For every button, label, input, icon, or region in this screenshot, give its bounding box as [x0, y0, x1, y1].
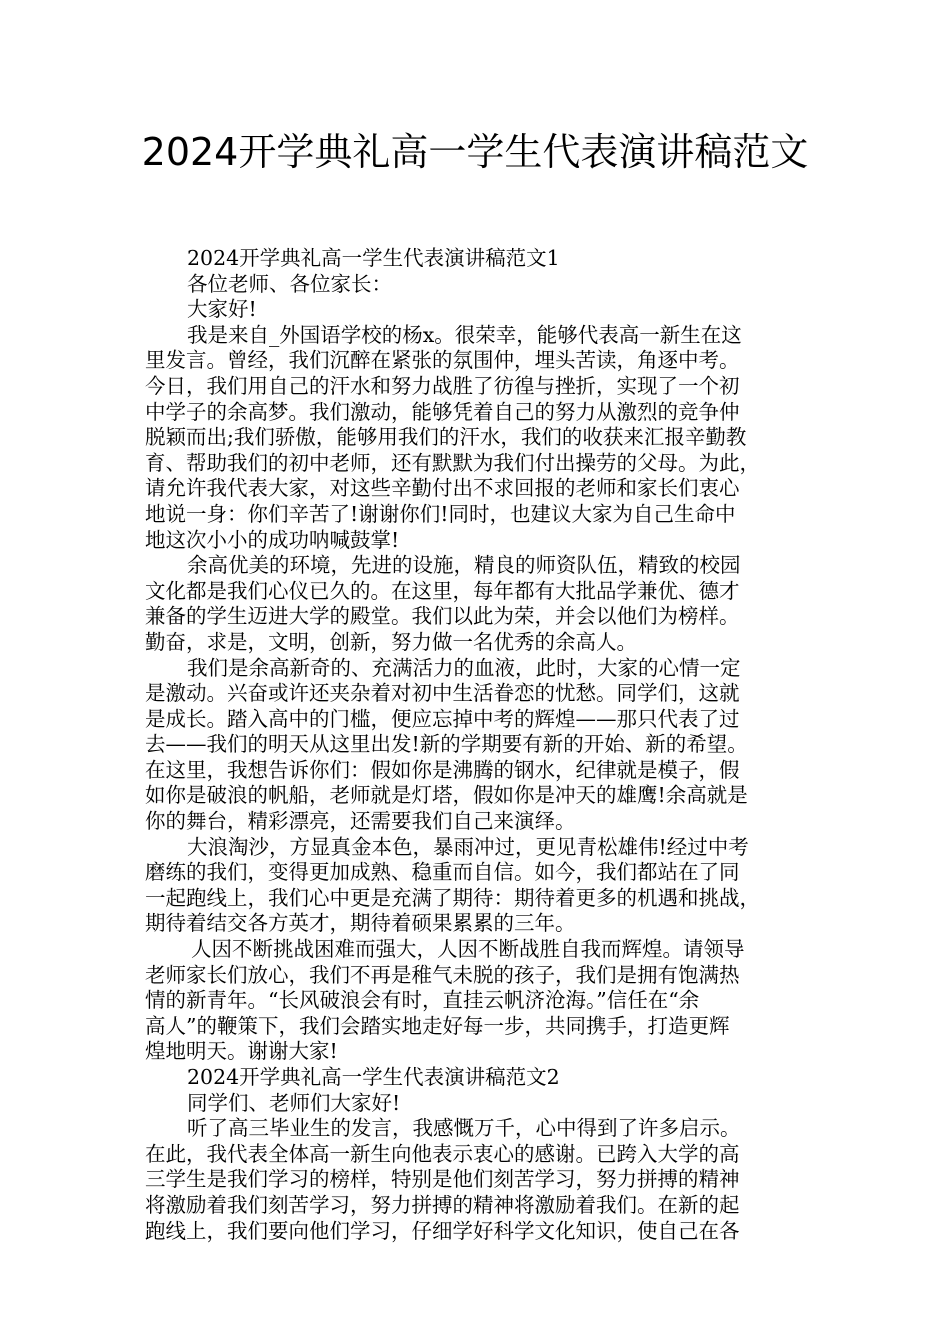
text-line: 在此，我代表全体高一新生向他表示衷心的感谢。已跨入大学的高: [145, 1141, 740, 1166]
text-line: 地说一身：你们辛苦了!谢谢你们!同时，也建议大家为自己生命中: [145, 501, 736, 526]
text-line: 是成长。踏入高中的门槛，便应忘掉中考的辉煌——那只代表了过: [145, 706, 740, 731]
text-line: 跑线上，我们要向他们学习，仔细学好科学文化知识，使自己在各: [145, 1218, 740, 1243]
text-line: 是激动。兴奋或许还夹杂着对初中生活眷恋的忧愁。同学们，这就: [145, 681, 740, 706]
text-line: 将激励着我们刻苦学习，努力拼搏的精神将激励着我们。在新的起: [145, 1192, 740, 1217]
text-line: 我是来自_外国语学校的杨x。很荣幸，能够代表高一新生在这: [187, 322, 742, 347]
text-line: 如你是破浪的帆船，老师就是灯塔，假如你是冲天的雄鹰!余高就是: [145, 783, 748, 808]
text-line: 2024开学典礼高一学生代表演讲稿范文2: [187, 1065, 560, 1089]
text-line: 去——我们的明天从这里出发!新的学期要有新的开始、新的希望。: [145, 732, 748, 757]
text-line: 文化都是我们心仪已久的。在这里，每年都有大批品学兼优、德才: [145, 578, 740, 603]
text-line: 育、帮助我们的初中老师，还有默默为我们付出操劳的父母。为此，: [145, 450, 760, 475]
text-line: 兼备的学生迈进大学的殿堂。我们以此为荣，并会以他们为榜样。: [145, 604, 740, 629]
text-line: 2024开学典礼高一学生代表演讲稿范文1: [187, 246, 560, 270]
text-line: 大浪淘沙，方显真金本色，暴雨冲过，更见青松雄伟!经过中考: [187, 834, 749, 859]
text-line: 今日，我们用自己的汗水和努力战胜了彷徨与挫折，实现了一个初: [145, 373, 740, 398]
text-line: 我们是余高新奇的、充满活力的血液，此时，大家的心情一定: [187, 655, 741, 680]
document-title: 2024开学典礼高一学生代表演讲稿范文: [141, 130, 809, 174]
text-line: 里发言。曾经，我们沉醉在紧张的氛围仲，埋头苦读，角逐中考。: [145, 348, 740, 373]
text-line: 勤奋，求是，文明，创新，努力做一名优秀的余高人。: [145, 629, 637, 654]
text-line: 一起跑线上，我们心中更是充满了期待：期待着更多的机遇和挑战，: [145, 885, 760, 910]
text-line: 三学生是我们学习的榜样，特别是他们刻苦学习，努力拼搏的精神: [145, 1167, 740, 1192]
text-line: 各位老师、各位家长：: [187, 271, 392, 296]
text-line: 你的舞台，精彩漂亮，还需要我们自己来演绎。: [145, 809, 576, 834]
text-line: 脱颖而出;我们骄傲，能够用我们的汗水，我们的收获来汇报辛勤教: [145, 425, 747, 450]
text-line: 老师家长们放心，我们不再是稚气未脱的孩子，我们是拥有饱满热: [145, 962, 740, 987]
text-line: 人因不断挑战困难而强大，人因不断战胜自我而辉煌。请领导: [191, 937, 745, 962]
text-line: 高人”的鞭策下，我们会踏实地走好每一步，共同携手，打造更辉: [145, 1013, 730, 1038]
text-line: 听了高三毕业生的发言，我感慨万千，心中得到了许多启示。: [187, 1116, 741, 1141]
text-line: 同学们、老师们大家好!: [187, 1090, 401, 1115]
text-line: 期待着结交各方英才，期待着硕果累累的三年。: [145, 911, 576, 936]
text-line: 余高优美的环境，先进的设施，精良的师资队伍，精致的校园: [187, 553, 741, 578]
text-line: 大家好!: [187, 297, 257, 322]
document-body: [145, 246, 817, 1244]
text-line: 磨练的我们，变得更加成熟、稳重而自信。如今，我们都站在了同: [145, 860, 740, 885]
text-line: 煌地明天。谢谢大家!: [145, 1039, 338, 1064]
text-line: 在这里，我想告诉你们：假如你是沸腾的钢水，纪律就是模子，假: [145, 757, 740, 782]
text-line: 请允许我代表大家，对这些辛勤付出不求回报的老师和家长们衷心: [145, 476, 740, 501]
text-line: 地这次小小的成功呐喊鼓掌!: [145, 527, 400, 552]
text-line: 中学子的余高梦。我们激动，能够凭着自己的努力从激烈的竞争仲: [145, 399, 740, 424]
text-line: 情的新青年。“长风破浪会有时，直挂云帆济沧海。”信任在“余: [145, 988, 700, 1013]
